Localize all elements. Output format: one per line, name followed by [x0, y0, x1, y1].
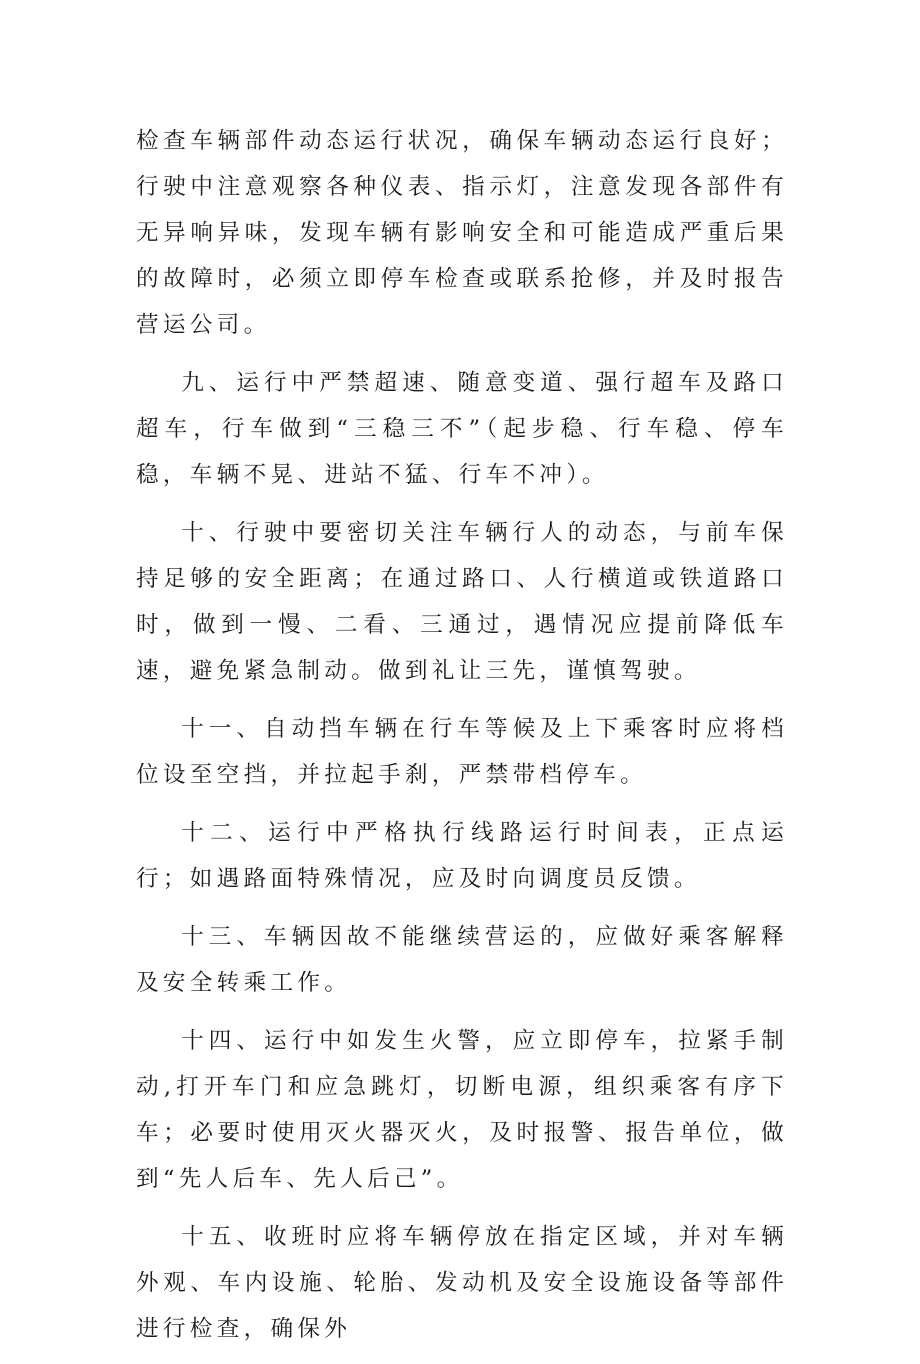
paragraph-item-12: 十二、运行中严格执行线路运行时间表，正点运行；如遇路面特殊情况，应及时向调度员反馈。	[136, 820, 788, 892]
paragraph-item-13: 十三、车辆因故不能继续营运的，应做好乘客解释及安全转乘工作。	[136, 924, 788, 996]
paragraph-continuation: 检查车辆部件动态运行状况，确保车辆动态运行良好；行驶中注意观察各种仪表、指示灯，注意发现各部件有无异响异味，发现车辆有影响安全和可能造成严重后果的故障时，必须立即停车检查或联系抢修，并及时报告营运公司。	[136, 128, 788, 338]
paragraph-item-14: 十四、运行中如发生火警，应立即停车，拉紧手制动,打开车门和应急跳灯，切断电源，组织乘客有序下车；必要时使用灭火器灭火，及时报警、报告单位，做到“先人后车、先人后己”。	[136, 1028, 788, 1192]
paragraph-item-15: 十五、收班时应将车辆停放在指定区域，并对车辆外观、车内设施、轮胎、发动机及安全设施设备等部件进行检查，确保外	[136, 1224, 788, 1342]
paragraph-item-10: 十、行驶中要密切关注车辆行人的动态，与前车保持足够的安全距离；在通过路口、人行横道或铁道路口时，做到一慢、二看、三通过，遇情况应提前降低车速，避免紧急制动。做到礼让三先，谨慎驾驶。	[136, 520, 788, 684]
paragraph-item-9: 九、运行中严禁超速、随意变道、强行超车及路口超车，行车做到“三稳三不”（起步稳、行车稳、停车稳，车辆不晃、进站不猛、行车不冲）。	[136, 370, 788, 488]
paragraph-item-11: 十一、自动挡车辆在行车等候及上下乘客时应将档位设至空挡，并拉起手刹，严禁带档停车。	[136, 716, 788, 788]
document-body	[136, 118, 788, 1364]
